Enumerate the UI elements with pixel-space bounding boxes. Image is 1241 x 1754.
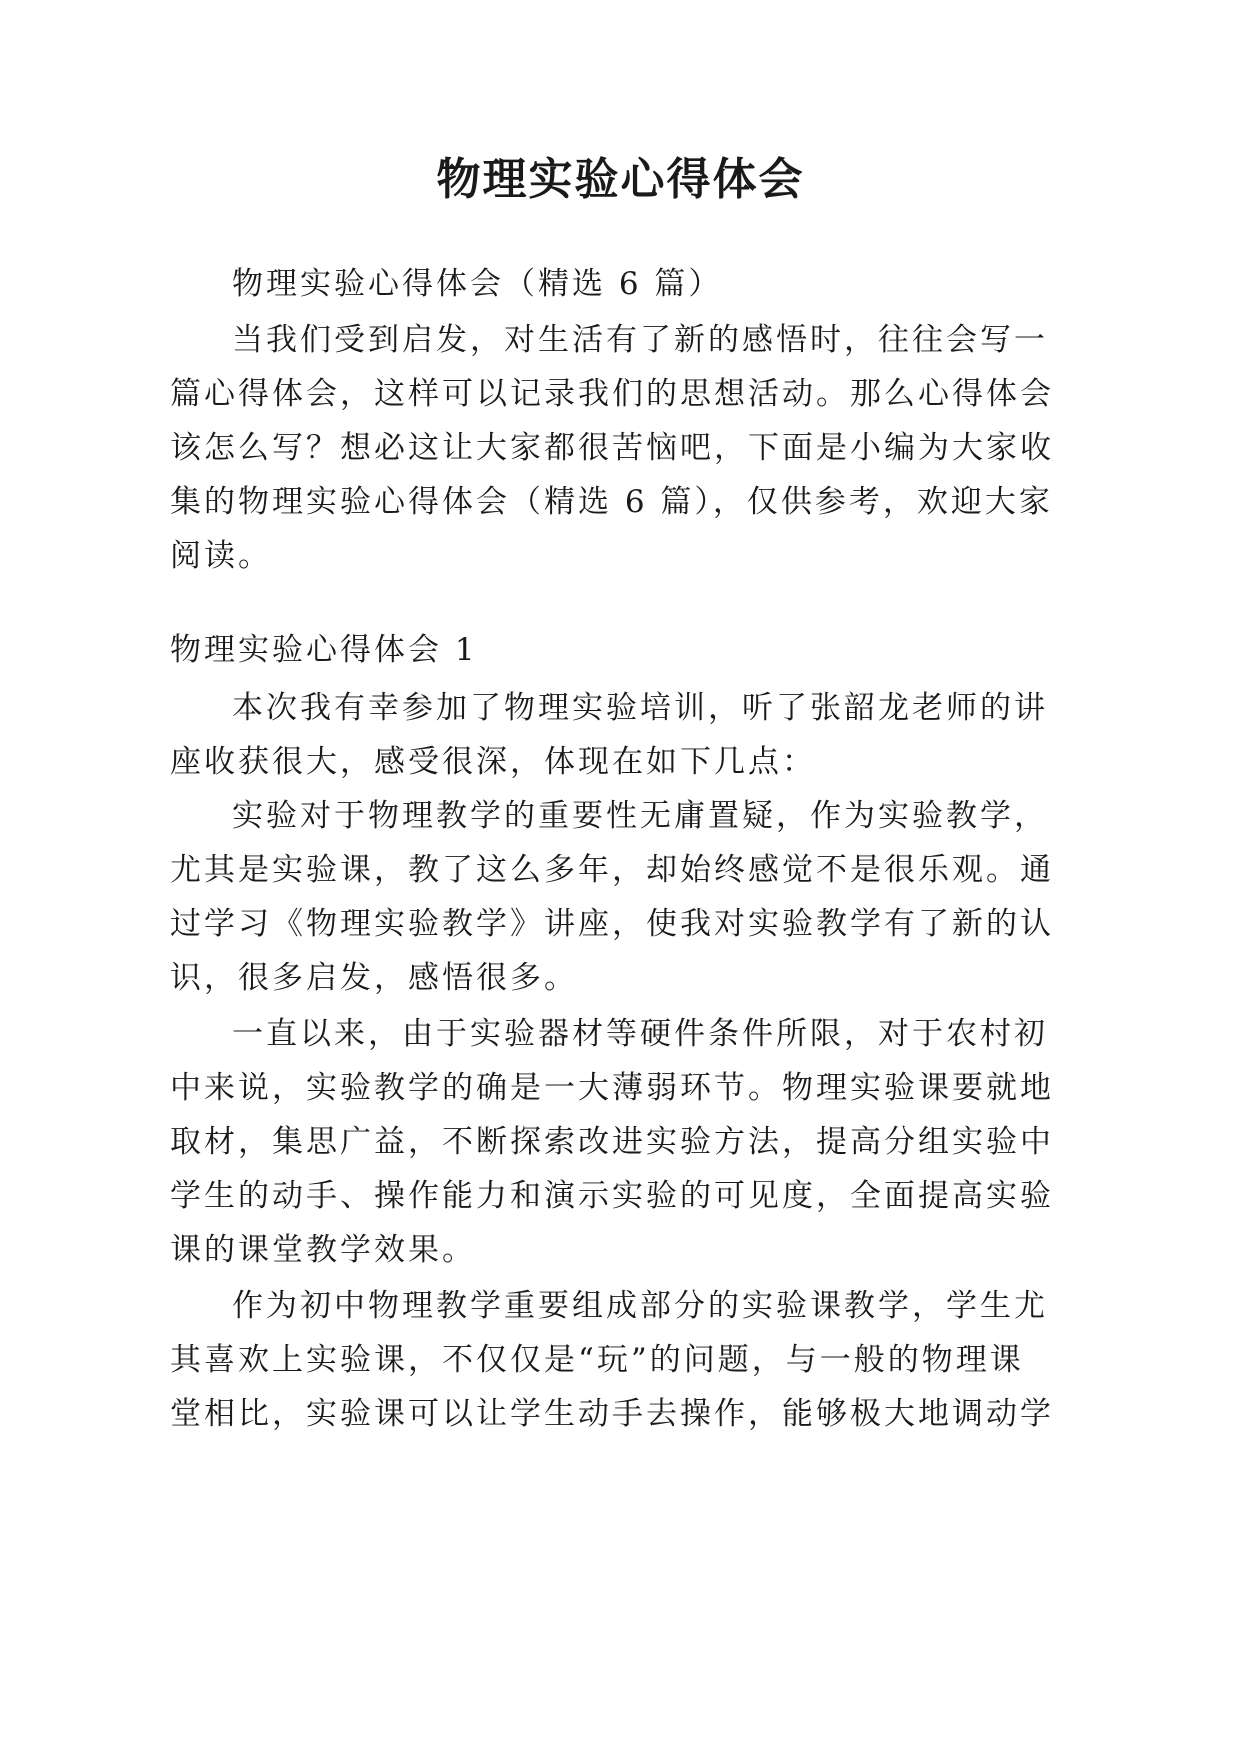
paragraph-line: 课的课堂教学效果。 <box>170 1232 476 1268</box>
paragraph-line: 堂相比，实验课可以让学生动手去操作，能够极大地调动学 <box>170 1396 1054 1432</box>
paragraph-line: 学生的动手、操作能力和演示实验的可见度，全面提高实验 <box>170 1178 1054 1214</box>
paragraph-line: 尤其是实验课，教了这么多年，却始终感觉不是很乐观。通 <box>170 852 1054 888</box>
paragraph-line: 一直以来，由于实验器材等硬件条件所限，对于农村初 <box>232 1016 1048 1052</box>
paragraph-line: 座收获很大，感受很深，体现在如下几点： <box>170 744 816 780</box>
paragraph-line: 实验对于物理教学的重要性无庸置疑，作为实验教学， <box>232 798 1048 834</box>
paragraph-line: 其喜欢上实验课，不仅仅是“玩”的问题，与一般的物理课 <box>170 1342 1024 1378</box>
paragraph-line: 本次我有幸参加了物理实验培训，听了张韶龙老师的讲 <box>232 690 1048 726</box>
paragraph-line: 过学习《物理实验教学》讲座，使我对实验教学有了新的认 <box>170 906 1054 942</box>
intro-line: 该怎么写？想必这让大家都很苦恼吧，下面是小编为大家收 <box>170 430 1054 466</box>
intro-line: 阅读。 <box>170 538 272 574</box>
intro-line: 集的物理实验心得体会（精选 6 篇），仅供参考，欢迎大家 <box>170 484 1053 520</box>
paragraph-line: 取材，集思广益，不断探索改进实验方法，提高分组实验中 <box>170 1124 1054 1160</box>
paragraph-line: 识，很多启发，感悟很多。 <box>170 960 578 996</box>
document-subtitle: 物理实验心得体会（精选 6 篇） <box>232 266 723 302</box>
section-heading: 物理实验心得体会 1 <box>170 632 478 668</box>
intro-line: 篇心得体会，这样可以记录我们的思想活动。那么心得体会 <box>170 376 1054 412</box>
paragraph-line: 中来说，实验教学的确是一大薄弱环节。物理实验课要就地 <box>170 1070 1054 1106</box>
document-title: 物理实验心得体会 <box>436 154 805 205</box>
intro-line: 当我们受到启发，对生活有了新的感悟时，往往会写一 <box>232 322 1048 358</box>
paragraph-line: 作为初中物理教学重要组成部分的实验课教学，学生尤 <box>232 1288 1048 1324</box>
